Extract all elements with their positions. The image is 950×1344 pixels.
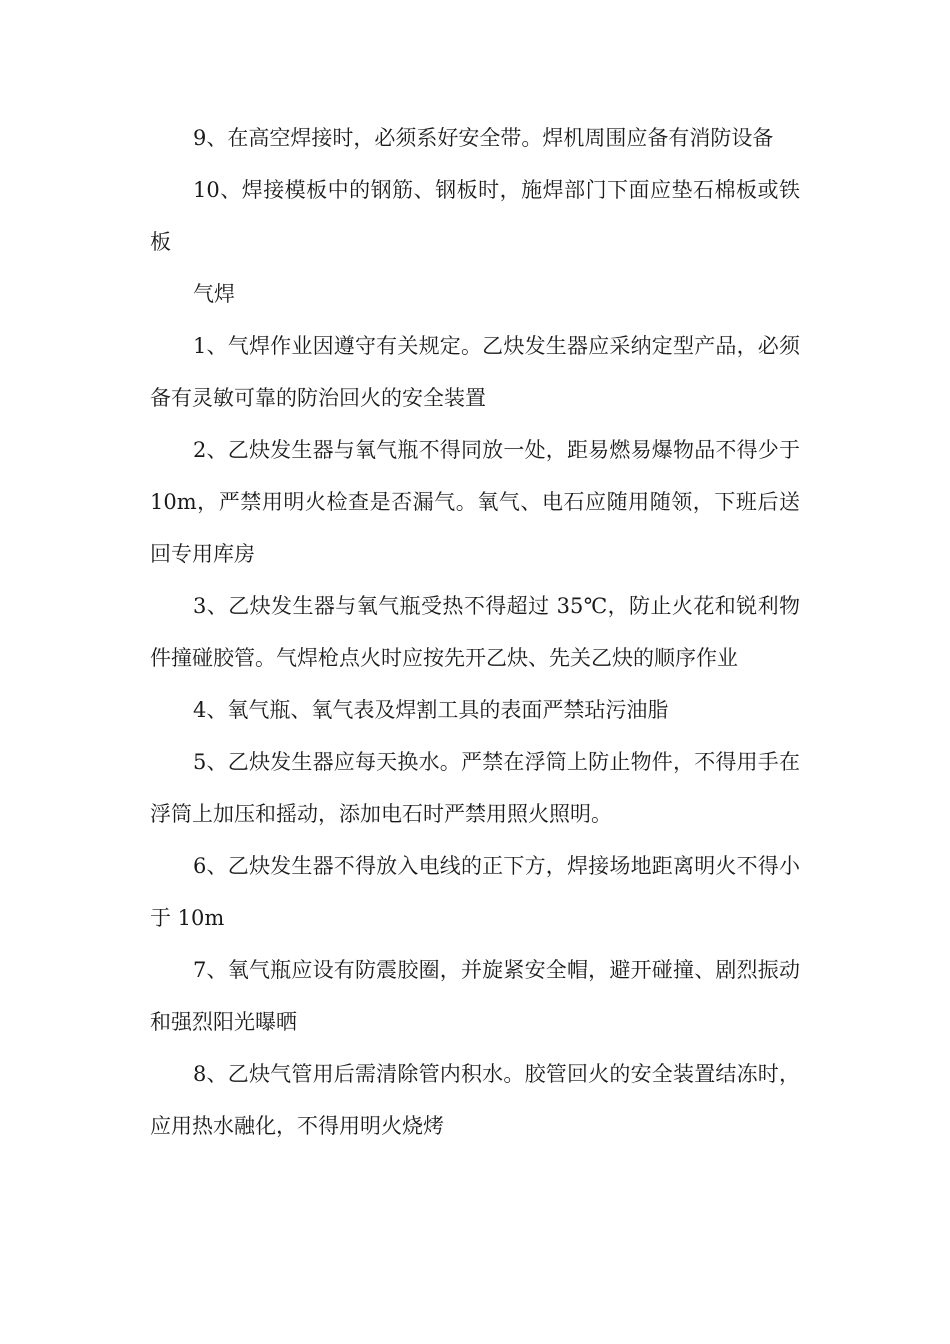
paragraph-item-7: 7、氧气瓶应设有防震胶圈，并旋紧安全帽，避开碰撞、剧烈振动和强烈阳光曝晒 <box>150 958 800 1034</box>
paragraph-item-1: 1、气焊作业因遵守有关规定。乙炔发生器应采纳定型产品，必须备有灵敏可靠的防治回火的安全装置 <box>150 334 800 410</box>
section-heading-gas-welding: 气焊 <box>193 282 235 306</box>
paragraph-item-9: 9、在高空焊接时，必须系好安全带。焊机周围应备有消防设备 <box>193 126 774 150</box>
paragraph-item-4: 4、氧气瓶、氧气表及焊割工具的表面严禁玷污油脂 <box>193 698 669 722</box>
paragraph-item-10: 10、焊接模板中的钢筋、钢板时，施焊部门下面应垫石棉板或铁板 <box>150 178 800 254</box>
paragraph-item-3: 3、乙炔发生器与氧气瓶受热不得超过 35℃，防止火花和锐利物件撞碰胶管。气焊枪点火时应按先开乙炔、先关乙炔的顺序作业 <box>150 594 800 670</box>
paragraph-item-6: 6、乙炔发生器不得放入电线的正下方，焊接场地距离明火不得小于 10m <box>150 854 800 930</box>
document-body <box>150 112 800 1152</box>
paragraph-item-8: 8、乙炔气管用后需清除管内积水。胶管回火的安全装置结冻时，应用热水融化，不得用明火烧烤 <box>150 1062 800 1138</box>
paragraph-item-5: 5、乙炔发生器应每天换水。严禁在浮筒上防止物件，不得用手在浮筒上加压和摇动，添加电石时严禁用照火照明。 <box>150 750 800 826</box>
paragraph-item-2: 2、乙炔发生器与氧气瓶不得同放一处，距易燃易爆物品不得少于 10m，严禁用明火检查是否漏气。氧气、电石应随用随领，下班后送回专用库房 <box>150 438 800 566</box>
